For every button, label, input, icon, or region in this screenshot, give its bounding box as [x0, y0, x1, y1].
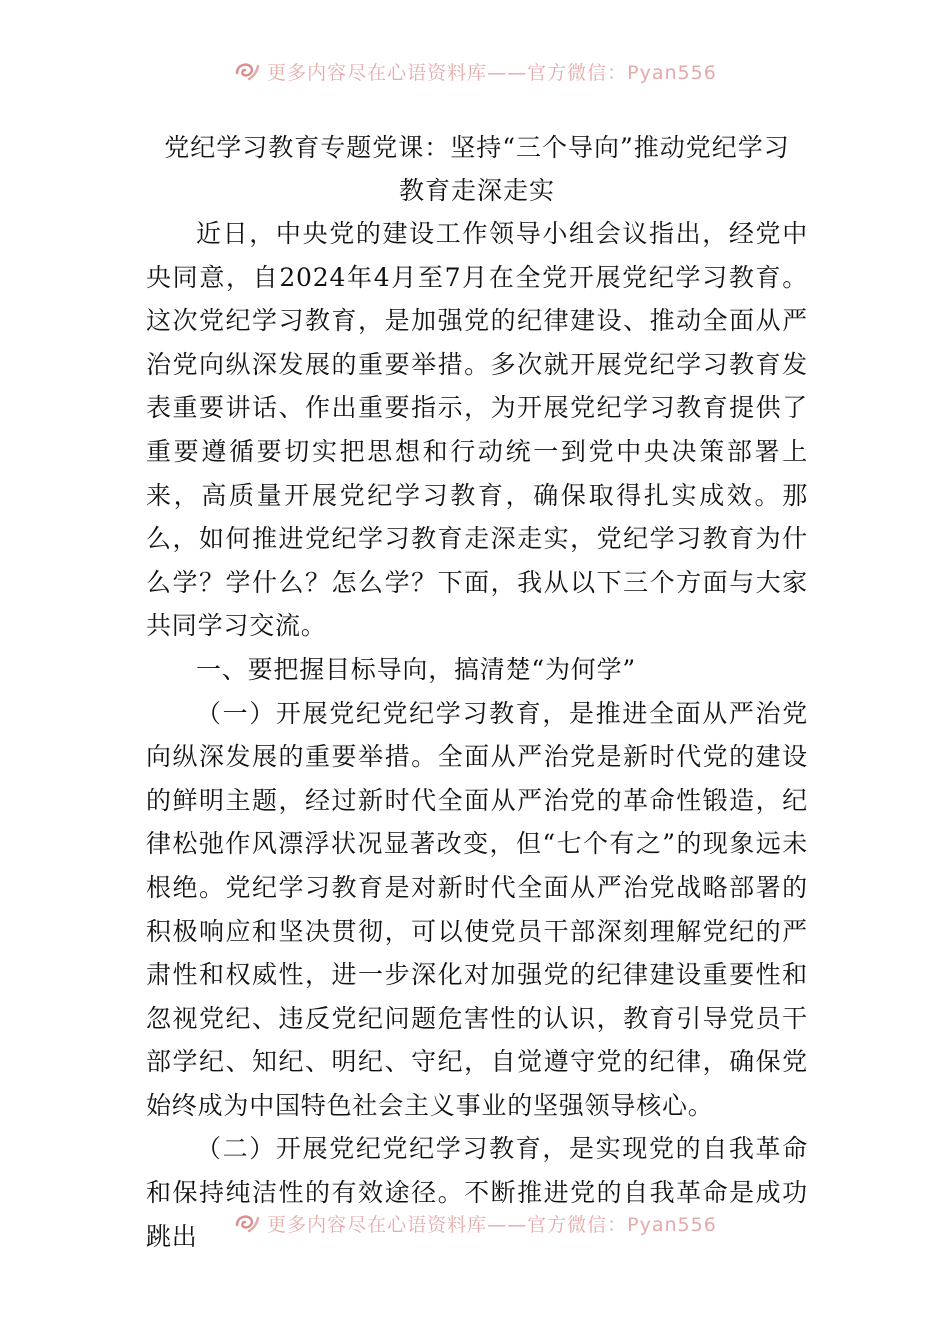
watermark-logo-icon: [233, 1211, 261, 1235]
paragraph-intro: 近日，中央党的建设工作领导小组会议指出，经党中央同意，自2024年4月至7月在全党开展党纪学习教育。这次党纪学习教育，是加强党的纪律建设、推动全面从严治党向纵深发展的重要举措。多次就开展党纪学习教育发表重要讲话、作出重要指示，为开展党纪学习教育提供了重要遵循要切实把思想和行动统一到党中央决策部署上来，高质量开展党纪学习教育，确保取得扎实成效。那么，如何推进党纪学习教育走深走实，党纪学习教育为什么学？学什么？怎么学？下面，我从以下三个方面与大家共同学习交流。: [146, 219, 808, 641]
paragraph-point-1: （一）开展党纪党纪学习教育，是推进全面从严治党向纵深发展的重要举措。全面从严治党是新时代党的建设的鲜明主题，经过新时代全面从严治党的革命性锻造，纪律松弛作风漂浮状况显著改变，但“七个有之”的现象远未根绝。党纪学习教育是对新时代全面从严治党战略部署的积极响应和坚决贯彻，可以使党员干部深刻理解党纪的严肃性和权威性，进一步深化对加强党的纪律建设重要性和忽视党纪、违反党纪问题危害性的认识，教育引导党员干部学纪、知纪、明纪、守纪，自觉遵守党的纪律，确保党始终成为中国特色社会主义事业的坚强领导核心。: [146, 698, 808, 1120]
document-title-line1: 党纪学习教育专题党课：坚持“三个导向”推动党纪学习: [164, 133, 790, 162]
section-heading-1: 一、要把握目标导向，搞清楚“为何学”: [196, 654, 636, 684]
watermark-footer: [0, 1208, 950, 1238]
document-body: [146, 126, 808, 1258]
paragraph-point-2: （二）开展党纪党纪学习教育，是实现党的自我革命和保持纯洁性的有效途径。不断推进党的自我革命是成功跳出: [146, 1134, 808, 1251]
document-title: [146, 126, 808, 212]
document-title-line2: 教育走深走实: [398, 176, 555, 205]
watermark-header: [0, 56, 950, 86]
watermark-text: 更多内容尽在心语资料库——官方微信：Pyan556: [267, 61, 717, 84]
watermark-logo-icon: [233, 59, 261, 83]
watermark-text: 更多内容尽在心语资料库——官方微信：Pyan556: [267, 1213, 717, 1236]
